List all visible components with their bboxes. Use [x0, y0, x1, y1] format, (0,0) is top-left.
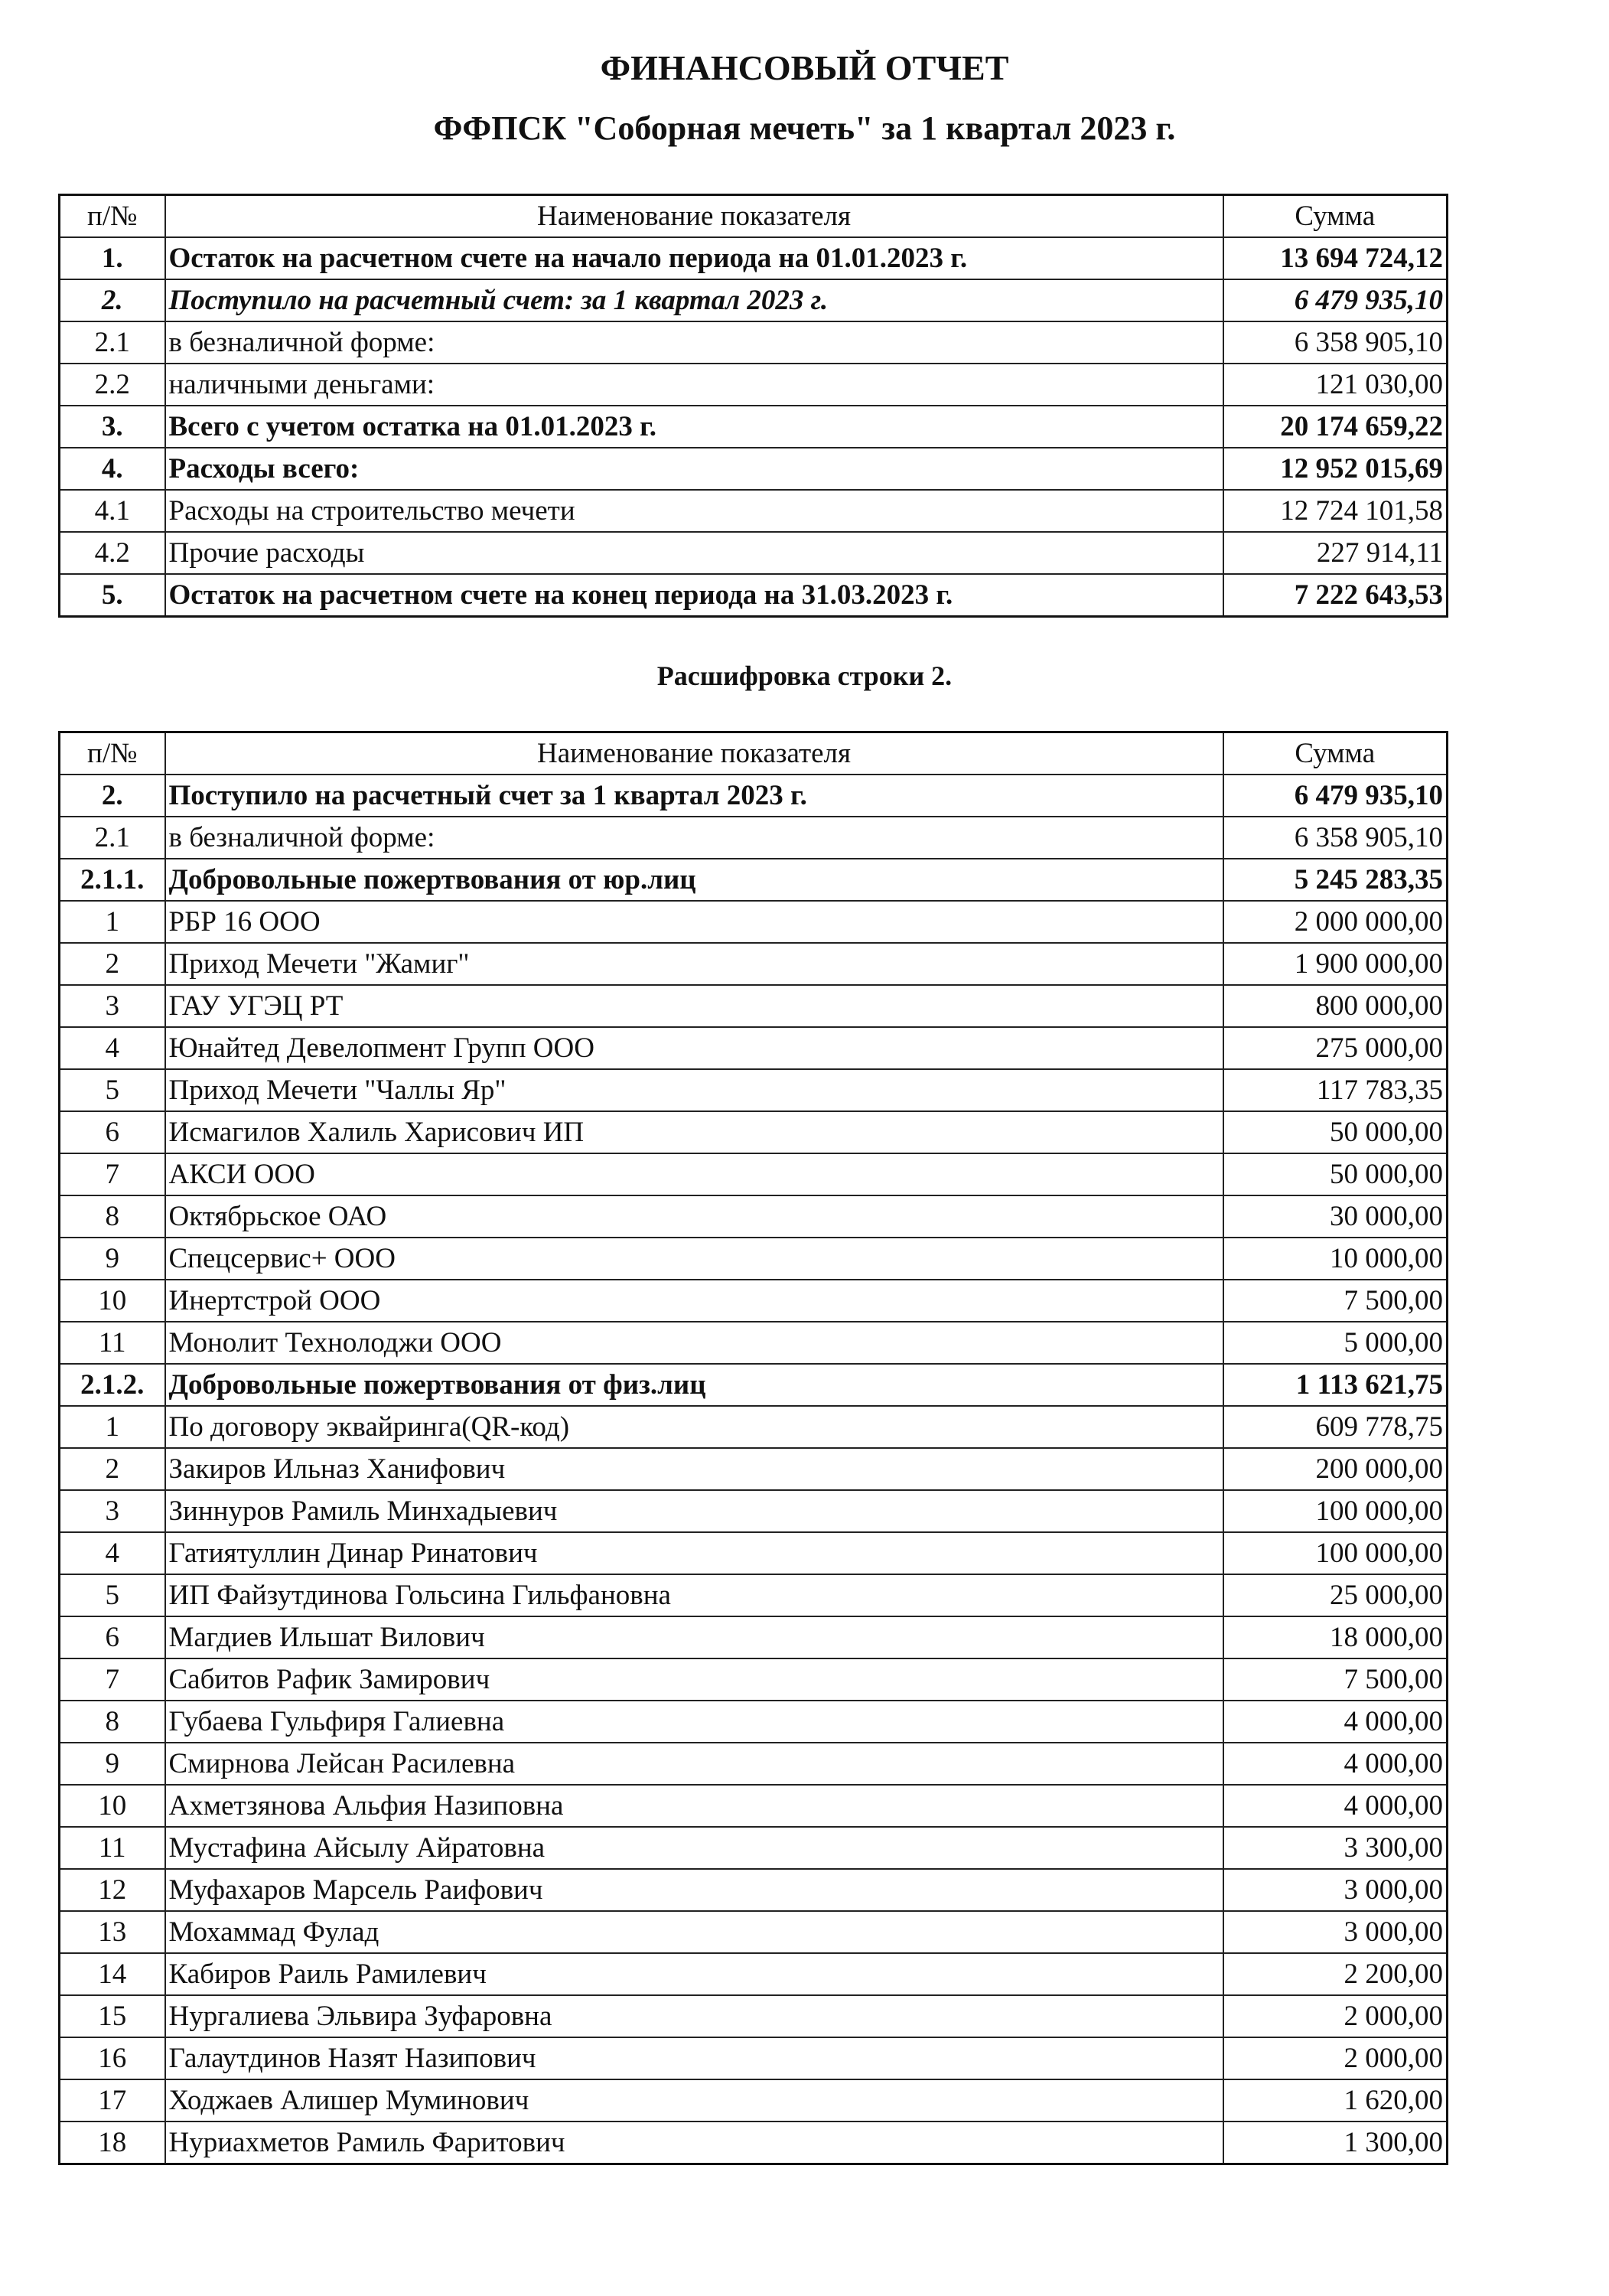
table-row: [60, 1616, 1448, 1658]
row-name: Нуриахметов Рамиль Фаритович: [165, 2122, 1223, 2164]
table-row: [60, 1406, 1448, 1448]
row-name: Монолит Технолоджи ООО: [165, 1322, 1223, 1364]
row-sum: 13 694 724,12: [1223, 237, 1448, 279]
row-name: Кабиров Раиль Рамилевич: [165, 1953, 1223, 1995]
row-number: 17: [60, 2079, 165, 2122]
row-sum: 2 000,00: [1223, 1995, 1448, 2037]
row-sum: 121 030,00: [1223, 364, 1448, 406]
row-name: Исмагилов Халиль Харисович ИП: [165, 1111, 1223, 1153]
row-sum: 12 952 015,69: [1223, 448, 1448, 490]
row-number: 1: [60, 901, 165, 943]
row-number: 7: [60, 1153, 165, 1195]
row-sum: 800 000,00: [1223, 985, 1448, 1027]
row-number: 3.: [60, 406, 165, 448]
row-sum: 100 000,00: [1223, 1532, 1448, 1574]
row-number: 4.2: [60, 532, 165, 574]
row-name: ГАУ УГЭЦ РТ: [165, 985, 1223, 1027]
row-number: 12: [60, 1869, 165, 1911]
row-number: 10: [60, 1785, 165, 1827]
row-name: Юнайтед Девелопмент Групп ООО: [165, 1027, 1223, 1069]
row-name: Остаток на расчетном счете на конец периода на 31.03.2023 г.: [165, 574, 1223, 617]
row-number: 5: [60, 1069, 165, 1111]
table-row: [60, 859, 1448, 901]
row-number: 2.1.2.: [60, 1364, 165, 1406]
table-row: [60, 490, 1448, 532]
breakdown-table: [58, 731, 1448, 2165]
row-sum: 7 500,00: [1223, 1280, 1448, 1322]
row-sum: 1 900 000,00: [1223, 943, 1448, 985]
row-number: 7: [60, 1658, 165, 1701]
header-name: Наименование показателя: [165, 732, 1223, 775]
row-sum: 6 358 905,10: [1223, 817, 1448, 859]
row-name: Поступило на расчетный счет: за 1 квартал 2023 г.: [165, 279, 1223, 321]
row-number: 4: [60, 1027, 165, 1069]
table-row: [60, 1658, 1448, 1701]
row-sum: 1 620,00: [1223, 2079, 1448, 2122]
row-number: 13: [60, 1911, 165, 1953]
row-number: 5.: [60, 574, 165, 617]
table-row: [60, 1532, 1448, 1574]
row-number: 14: [60, 1953, 165, 1995]
row-name: в безналичной форме:: [165, 817, 1223, 859]
row-number: 9: [60, 1238, 165, 1280]
row-sum: 3 300,00: [1223, 1827, 1448, 1869]
row-name: Муфахаров Марсель Раифович: [165, 1869, 1223, 1911]
row-sum: 10 000,00: [1223, 1238, 1448, 1280]
row-name: Спецсервис+ ООО: [165, 1238, 1223, 1280]
row-sum: 50 000,00: [1223, 1153, 1448, 1195]
row-sum: 200 000,00: [1223, 1448, 1448, 1490]
row-name: Зиннуров Рамиль Минхадыевич: [165, 1490, 1223, 1532]
row-number: 8: [60, 1195, 165, 1238]
row-number: 6: [60, 1616, 165, 1658]
row-sum: 3 000,00: [1223, 1869, 1448, 1911]
row-number: 16: [60, 2037, 165, 2079]
row-sum: 4 000,00: [1223, 1743, 1448, 1785]
table-row: [60, 321, 1448, 364]
row-number: 2.: [60, 279, 165, 321]
row-name: в безналичной форме:: [165, 321, 1223, 364]
row-number: 3: [60, 1490, 165, 1532]
table-row: [60, 1827, 1448, 1869]
table-row: [60, 1153, 1448, 1195]
table-row: [60, 406, 1448, 448]
table-row: [60, 1869, 1448, 1911]
row-name: Мустафина Айсылу Айратовна: [165, 1827, 1223, 1869]
row-number: 11: [60, 1827, 165, 1869]
row-sum: 30 000,00: [1223, 1195, 1448, 1238]
row-name: Ходжаев Алишер Муминович: [165, 2079, 1223, 2122]
table-row: [60, 1911, 1448, 1953]
row-sum: 275 000,00: [1223, 1027, 1448, 1069]
row-name: АКСИ ООО: [165, 1153, 1223, 1195]
row-name: Приход Мечети "Жамиг": [165, 943, 1223, 985]
header-num: п/№: [60, 732, 165, 775]
row-name: Инертстрой ООО: [165, 1280, 1223, 1322]
row-number: 1.: [60, 237, 165, 279]
row-sum: 7 222 643,53: [1223, 574, 1448, 617]
row-name: Добровольные пожертвования от физ.лиц: [165, 1364, 1223, 1406]
table-row: [60, 1574, 1448, 1616]
table-row: [60, 943, 1448, 985]
row-sum: 4 000,00: [1223, 1785, 1448, 1827]
header-num: п/№: [60, 195, 165, 238]
table-row: [60, 901, 1448, 943]
row-sum: 25 000,00: [1223, 1574, 1448, 1616]
row-sum: 50 000,00: [1223, 1111, 1448, 1153]
table-row: [60, 1238, 1448, 1280]
row-sum: 117 783,35: [1223, 1069, 1448, 1111]
table-row: [60, 448, 1448, 490]
row-name: По договору эквайринга(QR-код): [165, 1406, 1223, 1448]
table-row: [60, 1069, 1448, 1111]
header-sum: Сумма: [1223, 195, 1448, 238]
row-sum: 2 000 000,00: [1223, 901, 1448, 943]
row-number: 2: [60, 1448, 165, 1490]
row-sum: 2 200,00: [1223, 1953, 1448, 1995]
row-name: Магдиев Ильшат Вилович: [165, 1616, 1223, 1658]
row-name: Смирнова Лейсан Расилевна: [165, 1743, 1223, 1785]
row-name: Закиров Ильназ Ханифович: [165, 1448, 1223, 1490]
row-name: Поступило на расчетный счет за 1 квартал 2023 г.: [165, 775, 1223, 817]
row-number: 2.2: [60, 364, 165, 406]
table-row: [60, 2079, 1448, 2122]
row-number: 2.1.1.: [60, 859, 165, 901]
row-name: Октябрьское ОАО: [165, 1195, 1223, 1238]
row-number: 3: [60, 985, 165, 1027]
row-number: 2.1: [60, 817, 165, 859]
row-name: Нургалиева Эльвира Зуфаровна: [165, 1995, 1223, 2037]
row-number: 6: [60, 1111, 165, 1153]
row-name: Сабитов Рафик Замирович: [165, 1658, 1223, 1701]
row-sum: 100 000,00: [1223, 1490, 1448, 1532]
table-row: [60, 237, 1448, 279]
row-name: ИП Файзутдинова Гольсина Гильфановна: [165, 1574, 1223, 1616]
row-sum: 12 724 101,58: [1223, 490, 1448, 532]
row-name: Губаева Гульфиря Галиевна: [165, 1701, 1223, 1743]
report-subtitle: ФФПСК "Соборная мечеть" за 1 квартал 2023 г.: [433, 109, 1176, 147]
row-number: 4.1: [60, 490, 165, 532]
row-name: Прочие расходы: [165, 532, 1223, 574]
row-number: 18: [60, 2122, 165, 2164]
table-row: [60, 775, 1448, 817]
row-name: Всего с учетом остатка на 01.01.2023 г.: [165, 406, 1223, 448]
table-row: [60, 1448, 1448, 1490]
row-number: 4.: [60, 448, 165, 490]
row-name: РБР 16 ООО: [165, 901, 1223, 943]
row-sum: 6 479 935,10: [1223, 279, 1448, 321]
table-row: [60, 1953, 1448, 1995]
row-number: 10: [60, 1280, 165, 1322]
row-name: Ахметзянова Альфия Назиповна: [165, 1785, 1223, 1827]
row-sum: 1 300,00: [1223, 2122, 1448, 2164]
report-title: ФИНАНСОВЫЙ ОТЧЕТ: [600, 48, 1009, 87]
row-sum: 6 358 905,10: [1223, 321, 1448, 364]
summary-table: [58, 194, 1448, 618]
table-row: [60, 817, 1448, 859]
row-sum: 609 778,75: [1223, 1406, 1448, 1448]
row-sum: 3 000,00: [1223, 1911, 1448, 1953]
table-row: [60, 279, 1448, 321]
row-sum: 6 479 935,10: [1223, 775, 1448, 817]
row-number: 11: [60, 1322, 165, 1364]
breakdown-header-row: [60, 732, 1448, 775]
table-row: [60, 1280, 1448, 1322]
row-sum: 18 000,00: [1223, 1616, 1448, 1658]
header-name: Наименование показателя: [165, 195, 1223, 238]
row-number: 2.1: [60, 321, 165, 364]
row-name: Добровольные пожертвования от юр.лиц: [165, 859, 1223, 901]
row-number: 9: [60, 1743, 165, 1785]
row-name: Мохаммад Фулад: [165, 1911, 1223, 1953]
table-row: [60, 1743, 1448, 1785]
row-number: 4: [60, 1532, 165, 1574]
row-number: 2.: [60, 775, 165, 817]
table-row: [60, 364, 1448, 406]
row-sum: 4 000,00: [1223, 1701, 1448, 1743]
row-number: 5: [60, 1574, 165, 1616]
table-row: [60, 1995, 1448, 2037]
table-row: [60, 1322, 1448, 1364]
table-row: [60, 574, 1448, 617]
row-name: Расходы всего:: [165, 448, 1223, 490]
row-name: Галаутдинов Назят Назипович: [165, 2037, 1223, 2079]
table-row: [60, 532, 1448, 574]
header-sum: Сумма: [1223, 732, 1448, 775]
table-row: [60, 2122, 1448, 2164]
table-row: [60, 1785, 1448, 1827]
row-name: Гатиятуллин Динар Ринатович: [165, 1532, 1223, 1574]
row-sum: 7 500,00: [1223, 1658, 1448, 1701]
row-number: 1: [60, 1406, 165, 1448]
row-name: Приход Мечети "Чаллы Яр": [165, 1069, 1223, 1111]
row-sum: 1 113 621,75: [1223, 1364, 1448, 1406]
breakdown-title: Расшифровка строки 2.: [656, 660, 953, 691]
row-sum: 5 000,00: [1223, 1322, 1448, 1364]
row-sum: 20 174 659,22: [1223, 406, 1448, 448]
table-row: [60, 1195, 1448, 1238]
row-number: 2: [60, 943, 165, 985]
table-row: [60, 1364, 1448, 1406]
table-row: [60, 1490, 1448, 1532]
row-sum: 2 000,00: [1223, 2037, 1448, 2079]
row-name: Расходы на строительство мечети: [165, 490, 1223, 532]
row-number: 8: [60, 1701, 165, 1743]
summary-header-row: [60, 195, 1448, 238]
row-sum: 5 245 283,35: [1223, 859, 1448, 901]
table-row: [60, 2037, 1448, 2079]
table-row: [60, 1111, 1448, 1153]
table-row: [60, 985, 1448, 1027]
row-name: Остаток на расчетном счете на начало периода на 01.01.2023 г.: [165, 237, 1223, 279]
row-number: 15: [60, 1995, 165, 2037]
row-sum: 227 914,11: [1223, 532, 1448, 574]
table-row: [60, 1701, 1448, 1743]
table-row: [60, 1027, 1448, 1069]
row-name: наличными деньгами:: [165, 364, 1223, 406]
